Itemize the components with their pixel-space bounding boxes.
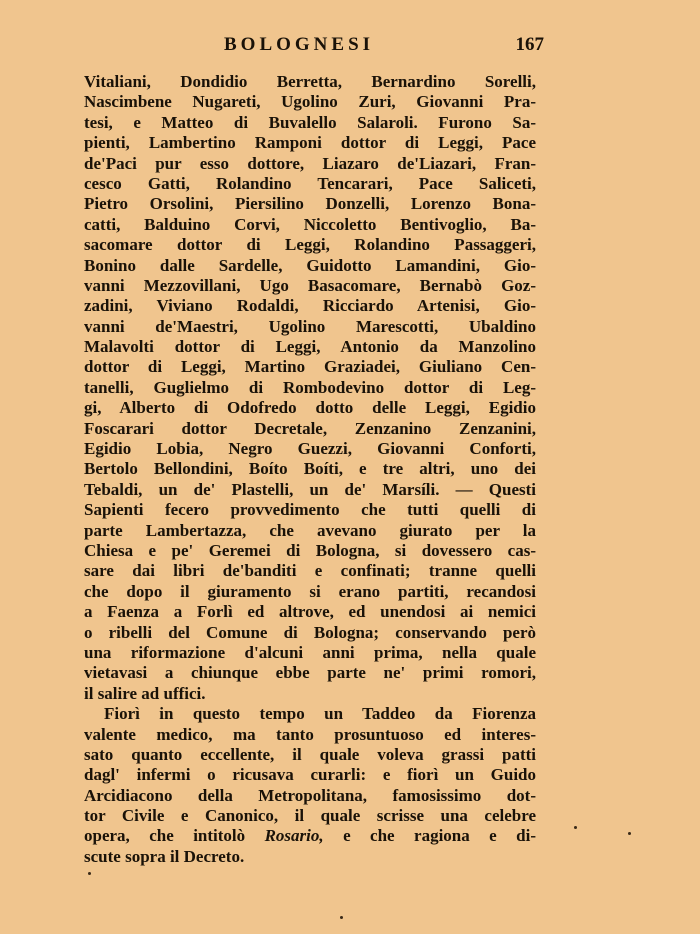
- text-line: valente medico, ma tanto prosuntuoso ed interes-: [84, 724, 536, 744]
- running-title: BOLOGNESI: [224, 34, 375, 55]
- text-line: una riformazione d'alcuni anni prima, nella quale: [84, 642, 536, 662]
- text-line: vanni de'Maestri, Ugolino Marescotti, Ubaldino: [84, 316, 536, 336]
- text-line: Pietro Orsolini, Piersilino Donzelli, Lorenzo Bona-: [84, 194, 536, 214]
- paper-speck: [574, 826, 577, 829]
- page-number: 167: [515, 34, 544, 55]
- paper-speck: [628, 832, 631, 835]
- italic-title: Rosario,: [264, 826, 324, 846]
- text-line: zadini, Viviano Rodaldi, Ricciardo Artenisi, Gio-: [84, 296, 536, 316]
- text-line-with-italic: [84, 826, 536, 846]
- text-line: gi, Alberto di Odofredo dotto delle Leggi, Egidio: [84, 398, 536, 418]
- text-line: sacomare dottor di Leggi, Rolandino Passaggeri,: [84, 235, 536, 255]
- text-line: Malavolti dottor di Leggi, Antonio da Manzolino: [84, 337, 536, 357]
- text-line: o ribelli del Comune di Bologna; conservando però: [84, 622, 536, 642]
- text-line: Sapienti fecero provvedimento che tutti quelli di: [84, 500, 536, 520]
- paragraph-2: [84, 704, 536, 867]
- text-line: dagl' infermi o ricusava curarli: e fiorì un Guido: [84, 765, 536, 785]
- paper-speck: [340, 916, 343, 919]
- body-text: [84, 72, 536, 867]
- text-line: scute sopra il Decreto.: [84, 846, 245, 866]
- text-line: Bonino dalle Sardelle, Guidotto Lamandini, Gio-: [84, 255, 536, 275]
- text-line: tanelli, Guglielmo di Rombodevino dottor di Leg-: [84, 377, 536, 397]
- text-line: parte Lambertazza, che avevano giurato per la: [84, 520, 536, 540]
- text-line: vanni Mezzovillani, Ugo Basacomare, Bernabò Goz-: [84, 275, 536, 295]
- text-line: Arcidiacono della Metropolitana, famosissimo dot-: [84, 785, 536, 805]
- text-line: dottor di Leggi, Martino Graziadei, Giuliano Cen-: [84, 357, 536, 377]
- text-line: Fiorì in questo tempo un Taddeo da Fiorenza: [104, 704, 536, 724]
- text-line: Tebaldi, un de' Plastelli, un de' Marsíli. — Questi: [84, 479, 536, 499]
- text-line: Nascimbene Nugareti, Ugolino Zuri, Giovanni Pra-: [84, 92, 536, 112]
- text-line: pienti, Lambertino Ramponi dottor di Leggi, Pace: [84, 133, 536, 153]
- text-line: cesco Gatti, Rolandino Tencarari, Pace Saliceti,: [84, 173, 536, 193]
- text-line: Bertolo Bellondini, Boíto Boíti, e tre altri, uno dei: [84, 459, 536, 479]
- text-line: catti, Balduino Corvi, Niccoletto Bentivoglio, Ba-: [84, 214, 536, 234]
- text-line: il salire ad uffici.: [84, 683, 206, 703]
- text-line: Egidio Lobia, Negro Guezzi, Giovanni Conforti,: [84, 439, 536, 459]
- text-line: tor Civile e Canonico, il quale scrisse una celebre: [84, 806, 536, 826]
- text-line: vietavasi a chiunque ebbe parte ne' primi romori,: [84, 663, 536, 683]
- text-line: Foscarari dottor Decretale, Zenzanino Zenzanini,: [84, 418, 536, 438]
- text-run: opera, che intitolò: [84, 826, 265, 846]
- text-line: sato quanto eccellente, il quale voleva grassi patti: [84, 744, 536, 764]
- text-run: e che ragiona e di-: [323, 826, 536, 846]
- text-line: tesi, e Matteo di Buvalello Salaroli. Furono Sa-: [84, 112, 536, 132]
- text-line: che dopo il giuramento si erano partiti, recandosi: [84, 581, 536, 601]
- text-line: Vitaliani, Dondidio Berretta, Bernardino Sorelli,: [84, 72, 536, 91]
- text-line: a Faenza a Forlì ed altrove, ed unendosi ai nemici: [84, 602, 536, 622]
- running-head: [84, 34, 544, 60]
- text-line: sare dai libri de'banditi e confinati; tranne quelli: [84, 561, 536, 581]
- text-line: Chiesa e pe' Geremei di Bologna, si dovessero cas-: [84, 540, 536, 560]
- text-line: de'Paci pur esso dottore, Liazaro de'Liazari, Fran-: [84, 153, 536, 173]
- paper-speck: [88, 872, 91, 875]
- paragraph-1: [84, 72, 536, 704]
